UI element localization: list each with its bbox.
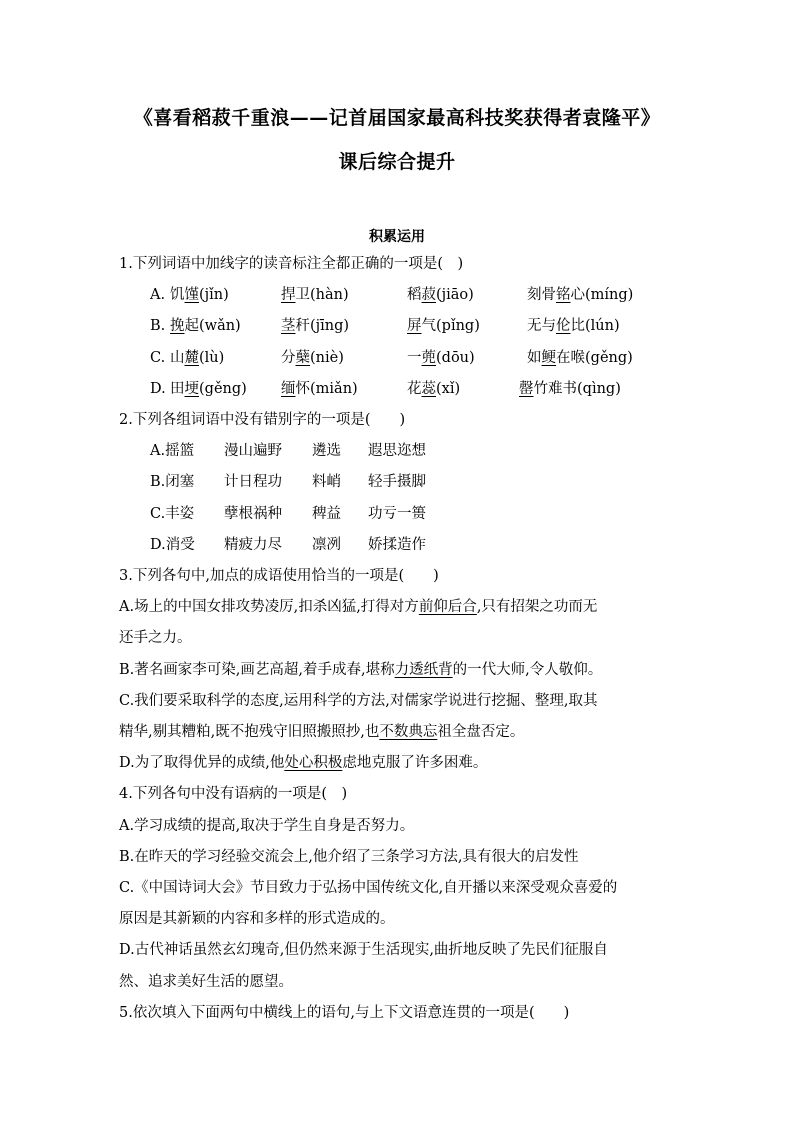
question-4-option-c-cont: 原因是其新颖的内容和多样的形式造成的。 [119,911,395,927]
question-3-stem: 3.下列各句中,加点的成语使用恰当的一项是( ) [119,568,439,584]
word-item: 罄竹难书(qìng) [519,381,621,397]
option-label: C. [150,350,166,366]
question-4-option-d: D.古代神话虽然玄幻瑰奇,但仍然来源于生活现实,曲折地反映了先民们征服自 [119,942,608,958]
word-item: 功亏一篑 [368,506,426,522]
word-item: 孽根祸种 [224,506,282,522]
question-4-stem: 4.下列各句中没有语病的一项是( ) [119,786,348,802]
word-item: 稗益 [312,506,341,522]
question-2-stem: 2.下列各组词语中没有错别字的一项是( ) [119,412,406,428]
word-item: 计日程功 [224,474,282,490]
page-title: 《喜看稻菽千重浪——记首届国家最高科技奖获得者袁隆平》 [133,107,661,129]
section-heading: 积累运用 [369,229,425,245]
word-item: 稻菽(jiāo) [407,287,474,303]
word-item: 料峭 [312,474,341,490]
word-item: 轻手摄脚 [368,474,426,490]
word-item: 凛冽 [312,537,341,553]
word-item: 屏气(pǐng) [407,318,480,334]
word-item: 田埂(gěng) [170,381,247,397]
word-item: 捍卫(hàn) [281,287,349,303]
word-item: 挽起(wǎn) [170,318,241,334]
word-item: 遐思迩想 [368,443,426,459]
word-item: D.消受 [150,537,195,553]
word-item: 漫山遍野 [224,443,282,459]
word-item: 一蔸(dōu) [407,350,475,366]
question-4-option-a: A.学习成绩的提高,取决于学生自身是否努力。 [119,818,415,834]
question-1-stem: 1.下列词语中加线字的读音标注全都正确的一项是( ) [119,256,464,272]
word-item: 茎秆(jīng) [281,318,350,334]
question-3-option-a-cont: 还手之力。 [119,630,192,646]
word-item: C.丰姿 [150,506,195,522]
question-4-option-b: B.在昨天的学习经验交流会上,他介绍了三条学习方法,具有很大的启发性 [119,849,579,865]
option-label: A. [150,287,166,303]
word-item: 刻骨铭心(míng) [527,287,634,303]
option-label: B. [150,318,166,334]
word-item: 饥馑(jǐn) [170,287,229,303]
question-3-option-b: B.著名画家李可染,画艺高超,着手成春,堪称力透纸背的一代大师,令人敬仰。 [119,662,603,678]
word-item: 如鲠在喉(gěng) [527,350,633,366]
word-item: 精疲力尽 [224,537,282,553]
word-item: A.摇篮 [150,443,195,459]
question-3-option-d: D.为了取得优异的成绩,他处心积极虑地克服了许多困难。 [119,755,488,771]
word-item: 花蕊(xǐ) [407,381,461,397]
question-3-option-c: C.我们要采取科学的态度,运用科学的方法,对儒家学说进行挖掘、整理,取其 [119,693,598,709]
page-subtitle: 课后综合提升 [338,151,456,173]
question-5-stem: 5.依次填入下面两句中横线上的语句,与上下文语意连贯的一项是( ) [119,1005,570,1021]
question-4-option-d-cont: 然、追求美好生活的愿望。 [119,974,293,990]
word-item: 缅怀(miǎn) [281,381,358,397]
word-item: 遴选 [312,443,341,459]
option-label: D. [150,381,166,397]
question-3-option-c-cont: 精华,剔其糟粕,既不抱残守旧照搬照抄,也不数典忘祖全盘否定。 [119,724,525,740]
word-item: B.闭塞 [150,474,195,490]
question-4-option-c: C.《中国诗词大会》节目致力于弘扬中国传统文化,自开播以来深受观众喜爱的 [119,880,618,896]
question-3-option-a: A.场上的中国女排攻势凌厉,扣杀凶猛,打得对方前仰后合,只有招架之功而无 [119,599,598,615]
word-item: 山麓(lù) [170,350,225,366]
word-item: 无与伦比(lún) [527,318,620,334]
word-item: 娇揉造作 [368,537,426,553]
word-item: 分蘖(niè) [281,350,344,366]
